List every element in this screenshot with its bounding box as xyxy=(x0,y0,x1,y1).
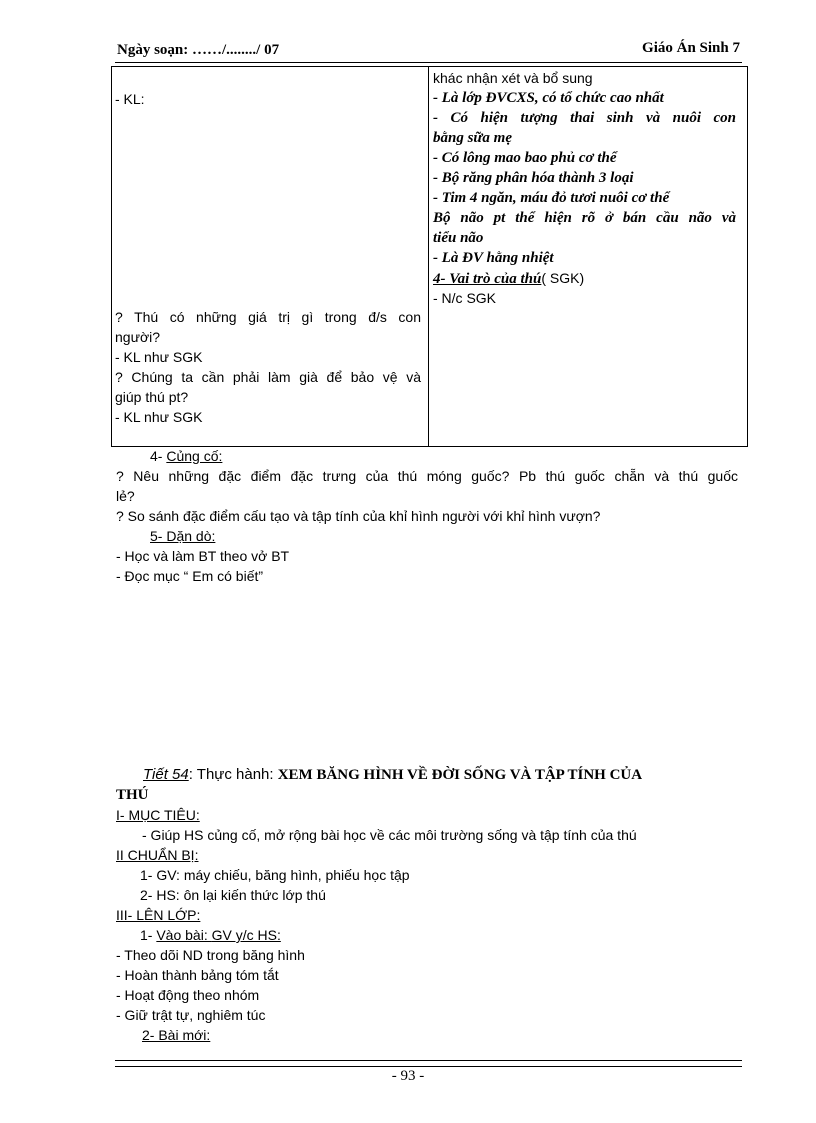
table-right-line: - Là ĐV hằng nhiệt xyxy=(433,250,554,266)
table-right-line: - N/c SGK xyxy=(433,290,497,306)
section-objectives: I- MỤC TIÊU: xyxy=(116,807,200,823)
preparation-item: 2- HS: ôn lại kiến thức lớp thú xyxy=(140,887,326,903)
homework-item: - Học và làm BT theo vở BT xyxy=(116,548,290,564)
table-left-question-2: ? Chúng ta cần phải làm già để bảo vệ và xyxy=(115,369,421,385)
lesson-title-text: XEM BĂNG HÌNH VỀ ĐỜI SỐNG VÀ TẬP TÍNH CỦA xyxy=(277,767,643,783)
intro-item: - Hoàn thành bảng tóm tắt xyxy=(116,967,279,983)
table-left-conclusion-3: - KL như SGK xyxy=(115,409,203,425)
lesson-number: Tiết 54 xyxy=(143,766,189,783)
section-4-ref: ( SGK) xyxy=(541,270,585,286)
table-right-line: khác nhận xét và bổ sung xyxy=(433,70,593,86)
consolidation-question-1-cont: lẻ? xyxy=(116,488,135,504)
lesson-title-cont: THÚ xyxy=(116,787,149,803)
consolidation-question-2: ? So sánh đặc điểm cấu tạo và tập tính của khỉ hình người với khỉ hình vượn? xyxy=(116,508,601,524)
header-title: Giáo Án Sinh 7 xyxy=(642,40,740,56)
homework-item: - Đọc mục “ Em có biết” xyxy=(116,568,264,584)
new-lesson-heading: 2- Bài mới: xyxy=(142,1027,211,1043)
consolidation-number: 4- xyxy=(150,448,167,464)
lesson-table xyxy=(111,66,748,447)
page-header xyxy=(115,40,742,63)
intro-item: - Theo dõi ND trong băng hình xyxy=(116,947,305,963)
section-4-heading: 4- Vai trò của thú xyxy=(433,271,542,287)
lesson-title xyxy=(143,765,642,785)
intro-item: - Giữ trật tự, nghiêm túc xyxy=(116,1007,266,1023)
section-procedure: III- LÊN LỚP: xyxy=(116,907,201,923)
intro-text: GV y/c HS: xyxy=(211,927,281,943)
table-left-conclusion-2: - KL như SGK xyxy=(115,349,203,365)
consolidation-label: Củng cố: xyxy=(166,448,223,464)
homework-heading: 5- Dặn dò: xyxy=(150,528,216,544)
table-right-line: - Có hiện tượng thai sinh và nuôi con xyxy=(433,110,736,126)
intro-item: - Hoạt động theo nhóm xyxy=(116,987,260,1003)
table-left-column xyxy=(112,67,429,446)
table-left-question-1-cont: người? xyxy=(115,329,161,345)
header-date: Ngày soạn: ……/......../ 07 xyxy=(117,42,280,58)
table-left-question-1: ? Thú có những giá trị gì trong đ/s con xyxy=(115,309,421,325)
intro-step xyxy=(140,925,281,945)
section-preparation: II CHUẨN BỊ: xyxy=(116,847,199,863)
consolidation-heading xyxy=(150,446,222,466)
footer-rule xyxy=(115,1060,742,1067)
intro-label: Vào bài: xyxy=(156,927,212,943)
table-right-line: - Tim 4 ngăn, máu đỏ tươi nuôi cơ thể xyxy=(433,190,670,206)
lesson-type: : Thực hành: xyxy=(188,766,278,783)
table-right-line: Bộ não pt thể hiện rõ ở bán cầu não và xyxy=(433,210,736,226)
table-right-line: tiểu não xyxy=(433,230,484,246)
table-right-column xyxy=(429,67,747,446)
table-right-line: - Có lông mao bao phủ cơ thể xyxy=(433,150,617,166)
objective-item: - Giúp HS củng cố, mở rộng bài học về các môi trường sống và tập tính của thú xyxy=(142,827,637,843)
table-left-question-2-cont: giúp thú pt? xyxy=(115,389,189,405)
table-right-line: - Bộ răng phân hóa thành 3 loại xyxy=(433,170,634,186)
consolidation-question-1: ? Nêu những đặc điểm đặc trưng của thú móng guốc? Pb thú guốc chẵn và thú guốc xyxy=(116,468,738,484)
table-right-section-4 xyxy=(433,268,584,289)
table-left-kl: - KL: xyxy=(115,91,145,107)
table-right-line: - Là lớp ĐVCXS, có tổ chức cao nhất xyxy=(433,90,664,106)
intro-number: 1- xyxy=(140,927,157,943)
preparation-item: 1- GV: máy chiếu, băng hình, phiếu học tập xyxy=(140,867,410,883)
page-number: - 93 - xyxy=(391,1068,425,1084)
table-right-line: bằng sữa mẹ xyxy=(433,130,512,146)
